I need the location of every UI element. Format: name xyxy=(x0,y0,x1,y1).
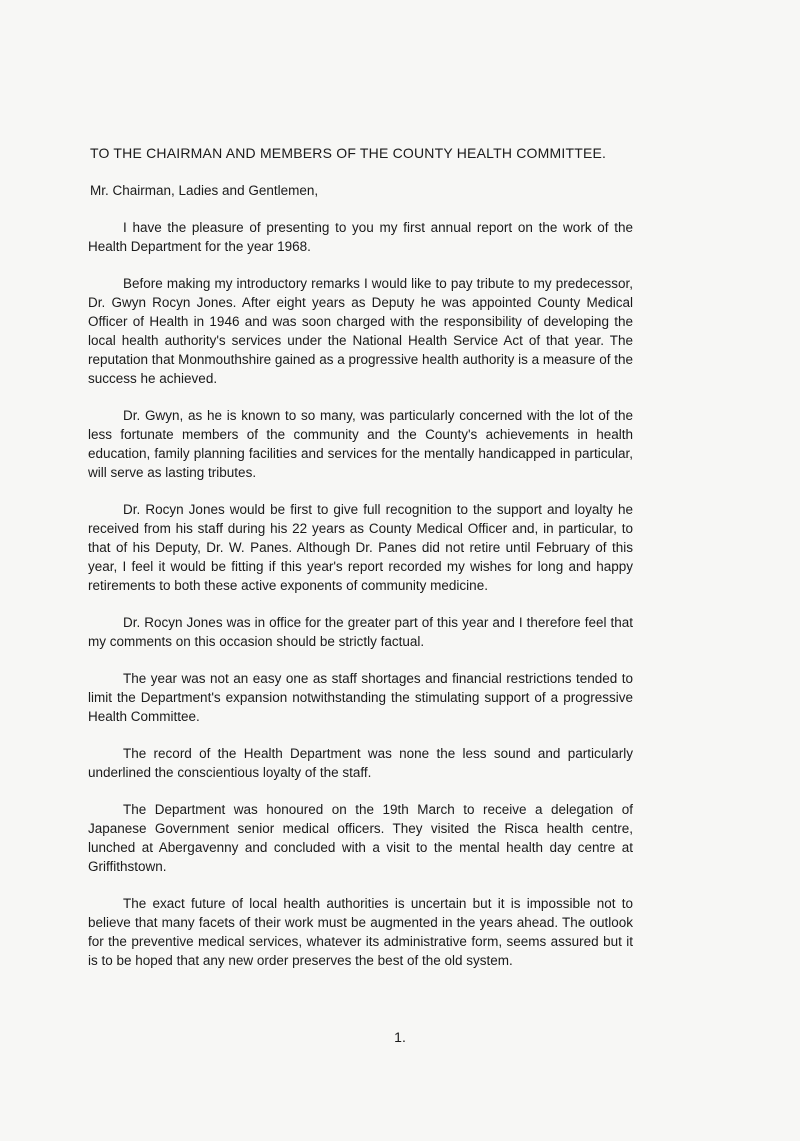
paragraph-opening: I have the pleasure of presenting to you my first annual report on the work of the Health Department for the year 1968. xyxy=(88,220,633,254)
salutation: Mr. Chairman, Ladies and Gentlemen, xyxy=(90,183,319,198)
paragraph-dr-gwyn: Dr. Gwyn, as he is known to so many, was particularly concerned with the lot of the less fortunate members of the community and the County's achievements in health education, family planning facilities and services for the mentally handicapped in particular, will serve as lasting tributes. xyxy=(88,408,633,480)
letter-heading: TO THE CHAIRMAN AND MEMBERS OF THE COUNTY HEALTH COMMITTEE. xyxy=(90,145,607,161)
paragraph-future: The exact future of local health authorities is uncertain but it is impossible not to believe that many facets of their work must be augmented in the years ahead. The outlook for the preventive medical services, whatever its administrative form, seems assured but it is to be hoped that any new order preserves the best of the old system. xyxy=(88,896,633,968)
paragraph-staff-shortages: The year was not an easy one as staff shortages and financial restrictions tended to limit the Department's expansion notwithstanding the stimulating support of a progressive Health Committee. xyxy=(88,671,633,724)
paragraph-record: The record of the Health Department was none the less sound and particularly underlined the conscientious loyalty of the staff. xyxy=(88,746,633,780)
paragraph-office: Dr. Rocyn Jones was in office for the greater part of this year and I therefore feel that my comments on this occasion should be strictly factual. xyxy=(88,615,633,649)
page-number: 1. xyxy=(394,1029,406,1045)
paragraph-tribute: Before making my introductory remarks I would like to pay tribute to my predecessor, Dr. Gwyn Rocyn Jones. After eight years as Deputy he was appointed County Medical Officer of Health in 1946 and was soon charged with the responsibility of developing the local health authority's services under the National Health Service Act of that year. The reputation that Monmouthshire gained as a progressive health authority is a measure of the success he achieved. xyxy=(88,276,633,386)
paragraph-recognition: Dr. Rocyn Jones would be first to give full recognition to the support and loyalty he received from his staff during his 22 years as County Medical Officer and, in particular, to that of his Deputy, Dr. W. Panes. Although Dr. Panes did not retire until February of this year, I feel it would be fitting if this year's report recorded my wishes for long and happy retirements to both these active exponents of community medicine. xyxy=(88,502,633,593)
paragraph-delegation: The Department was honoured on the 19th March to receive a delegation of Japanese Government senior medical officers. They visited the Risca health centre, lunched at Abergavenny and concluded with a visit to the mental health day centre at Griffithstown. xyxy=(88,802,633,874)
report-page xyxy=(88,143,633,988)
